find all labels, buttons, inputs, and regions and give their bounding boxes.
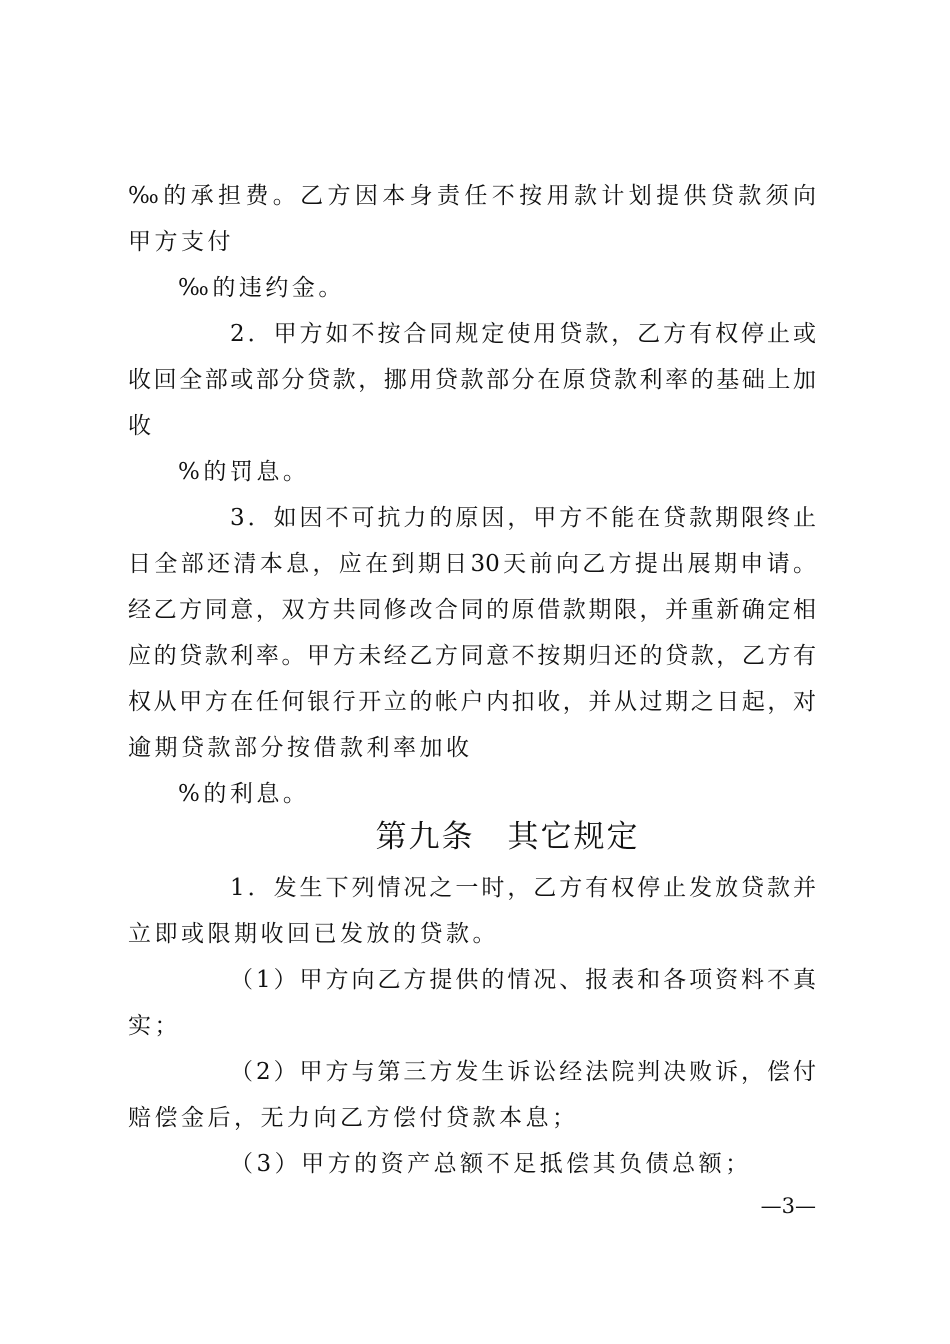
paragraph-line: （3）甲方的资产总额不足抵偿其负债总额； (230, 1151, 752, 1177)
paragraph-line: 逾期贷款部分按借款利率加收 (128, 735, 473, 761)
paragraph-line: %的利息。 (178, 781, 310, 807)
paragraph-line: 甲方支付 (128, 229, 234, 255)
paragraph-line: 经乙方同意，双方共同修改合同的原借款期限，并重新确定相 (128, 597, 816, 623)
paragraph-line: 权从甲方在任何银行开立的帐户内扣收，并从过期之日起，对 (128, 689, 816, 715)
paragraph-line: 3．如因不可抗力的原因，甲方不能在贷款期限终止 (230, 505, 816, 531)
paragraph-line: 应的贷款利率。甲方未经乙方同意不按期归还的贷款，乙方有 (128, 643, 816, 669)
paragraph-line: %的罚息。 (178, 459, 310, 485)
paragraph-line: 日全部还清本息，应在到期日30天前向乙方提出展期申请。 (128, 551, 816, 577)
paragraph-line: ‰的违约金。 (178, 275, 345, 301)
paragraph-line: （2）甲方与第三方发生诉讼经法院判决败诉，偿付 (230, 1059, 816, 1085)
paragraph-line: 收回全部或部分贷款，挪用贷款部分在原贷款利率的基础上加 (128, 367, 816, 393)
paragraph-line: 2．甲方如不按合同规定使用贷款，乙方有权停止或 (230, 321, 816, 347)
section-heading: 第九条 其它规定 (375, 819, 640, 855)
paragraph-line: ‰的承担费。乙方因本身责任不按用款计划提供贷款须向 (128, 183, 816, 209)
paragraph-line: 收 (128, 413, 155, 439)
paragraph-line: 赔偿金后，无力向乙方偿付贷款本息； (128, 1105, 579, 1131)
paragraph-line: （1）甲方向乙方提供的情况、报表和各项资料不真 (230, 967, 816, 993)
paragraph-line: 1．发生下列情况之一时，乙方有权停止发放贷款并 (230, 875, 816, 901)
paragraph-line: 立即或限期收回已发放的贷款。 (128, 921, 499, 947)
page-number: —3— (760, 1194, 816, 1218)
paragraph-line: 实； (128, 1013, 181, 1039)
